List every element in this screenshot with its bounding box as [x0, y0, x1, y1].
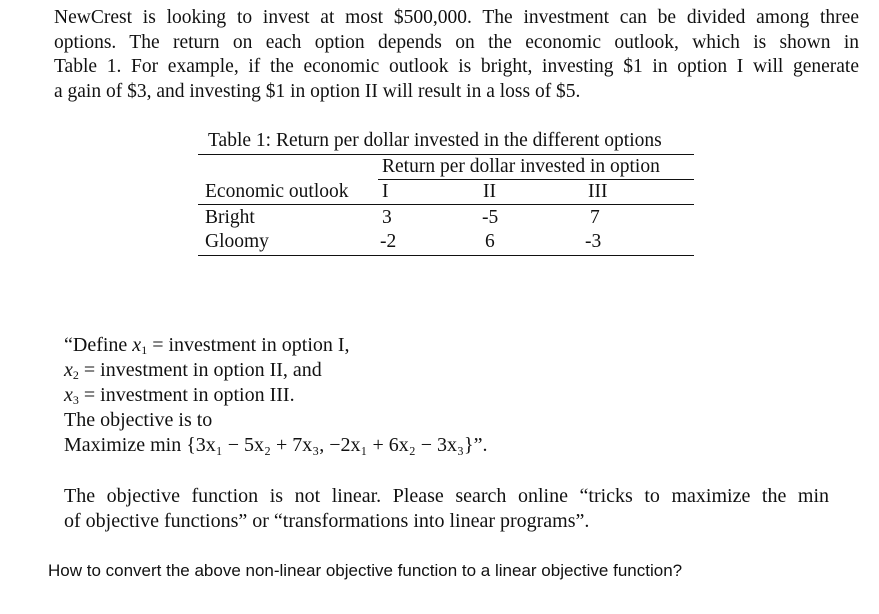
variable-x1: x	[132, 334, 142, 356]
table-header-II: II	[483, 181, 496, 202]
intro-line: options. The return on each option depends on the economic outlook, which is shown in	[54, 31, 859, 53]
table-header-outlook: Economic outlook	[205, 181, 349, 202]
note-line: The objective function is not linear. Please search online “tricks to maximize the min	[64, 485, 829, 507]
intro-line: NewCrest is looking to invest at most $500,000. The investment can be divided among three	[54, 7, 859, 28]
intro-paragraph	[54, 6, 859, 104]
definition-line: $x_3$ = investment in option III.	[64, 384, 295, 407]
question-text: How to convert the above non-linear objective function to a linear objective function?	[48, 561, 683, 580]
table-header-rule	[198, 204, 694, 205]
table-header-III: III	[588, 181, 608, 202]
table-cell-III: 7	[590, 207, 600, 228]
definition-line: “Define $x_1$ = investment in option I,	[64, 334, 350, 357]
definition-block	[64, 333, 488, 458]
note-paragraph	[64, 484, 829, 534]
table-caption: Table 1: Return per dollar invested in the different options	[208, 130, 662, 151]
table-header-I: I	[382, 181, 389, 202]
table-group-header: Return per dollar invested in option	[382, 156, 660, 177]
intro-line: Table 1. For example, if the economic outlook is bright, investing $1 in option I will generate	[54, 56, 859, 77]
variable-x3: x	[64, 384, 73, 406]
objective-formula: Maximize min {3x₁ − 5x₂ + 7x₃, −2x₁ + 6x₂ − 3x₃}”.	[64, 434, 488, 456]
variable-x2: x	[64, 359, 73, 381]
table-cell-outlook: Gloomy	[205, 231, 269, 252]
table-cell-outlook: Bright	[205, 207, 255, 228]
table-cell-III: -3	[585, 231, 602, 252]
definition-line: The objective is to	[64, 409, 213, 431]
table-cell-II: 6	[485, 231, 495, 252]
definition-line: $x_2$ = investment in option II, and	[64, 359, 322, 382]
table-cell-I: -2	[380, 231, 397, 252]
table-cell-I: 3	[382, 207, 392, 228]
note-line: of objective functions” or “transformations into linear programs”.	[64, 510, 590, 532]
table-bottom-rule	[198, 255, 694, 256]
intro-line: a gain of $3, and investing $1 in option II will result in a loss of $5.	[54, 80, 581, 102]
table-top-rule	[198, 154, 694, 155]
table-cell-II: -5	[482, 207, 499, 228]
table-group-rule	[378, 179, 694, 180]
